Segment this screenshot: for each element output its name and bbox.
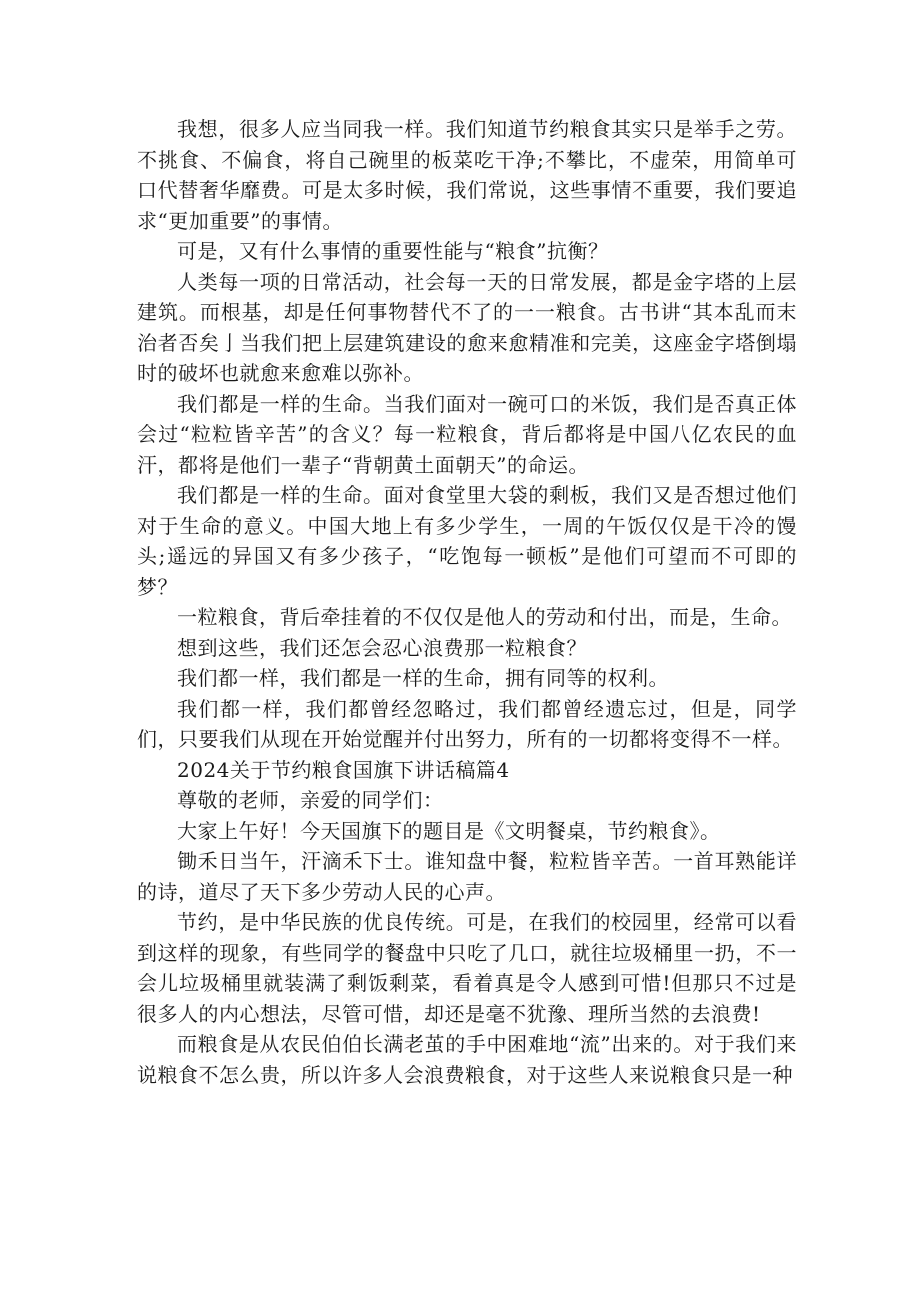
paragraph: 锄禾日当午，汗滴禾下士。谁知盘中餐，粒粒皆辛苦。一首耳熟能详的诗，道尽了天下多少劳动人民的心声。 — [137, 849, 797, 904]
paragraph: 我们都是一样的生命。当我们面对一碗可口的米饭，我们是否真正体会过“粒粒皆辛苦”的含义？每一粒粮食，背后都将是中国八亿农民的血汗，都将是他们一辈子“背朝黄土面朝天”的命运。 — [137, 391, 797, 477]
paragraph: 我们都是一样的生命。面对食堂里大袋的剩板，我们又是否想过他们对于生命的意义。中国大地上有多少学生，一周的午饭仅仅是干冷的馒头;遥远的异国又有多少孩子，“吃饱每一顿板”是他们可望而不可即的梦？ — [137, 483, 797, 599]
paragraph: 想到这些，我们还怎会忍心浪费那一粒粮食？ — [177, 635, 587, 660]
section-heading: 2024关于节约粮食国旗下讲话稿篇4 — [177, 757, 510, 782]
paragraph: 节约，是中华民族的优良传统。可是，在我们的校园里，经常可以看到这样的现象，有些同学的餐盘中只吃了几口，就往垃圾桶里一扔，不一会儿垃圾桶里就装满了剩饭剩菜，看着真是令人感到可惜!但那只不过是很多人的内心想法，尽管可惜，却还是毫不犹豫、理所当然的去浪费! — [137, 910, 797, 1026]
paragraph: 我们都一样，我们都是一样的生命，拥有同等的权利。 — [177, 666, 669, 690]
salutation: 尊敬的老师，亲爱的同学们： — [177, 788, 444, 812]
paragraph: 我们都一样，我们都曾经忽略过，我们都曾经遗忘过，但是，同学们，只要我们从现在开始觉醒并付出努力，所有的一切都将变得不一样。 — [137, 696, 797, 751]
paragraph: 一粒粮食，背后牵挂着的不仅仅是他人的劳动和付出，而是，生命。 — [177, 605, 792, 629]
paragraph: 人类每一项的日常活动，社会每一天的日常发展，都是金字塔的上层建筑。而根基，却是任何事物替代不了的一一粮食。古书讲“其本乱而末治者否矣亅当我们把上层建筑建设的愈来愈精准和完美，这座金字塔倒塌时的破坏也就愈来愈难以弥补。 — [137, 269, 797, 385]
paragraph: 可是，又有什么事情的重要性能与“粮食”抗衡？ — [177, 239, 609, 263]
paragraph: 而粮食是从农民伯伯长满老茧的手中困难地“流”出来的。对于我们来说粮食不怎么贵，所以许多人会浪费粮食，对于这些人来说粮食只是一种 — [137, 1032, 797, 1087]
paragraph: 大家上午好！今天国旗下的题目是《文明餐桌，节约粮食》。 — [177, 818, 721, 843]
document-page — [137, 114, 797, 1090]
paragraph: 我想，很多人应当同我一样。我们知道节约粮食其实只是举手之劳。不挑食、不偏食，将自己碗里的板菜吃干净;不攀比，不虚荣，用简单可口代替奢华靡费。可是太多时候，我们常说，这些事情不重要，我们要追求“更加重要”的事情。 — [137, 117, 797, 233]
